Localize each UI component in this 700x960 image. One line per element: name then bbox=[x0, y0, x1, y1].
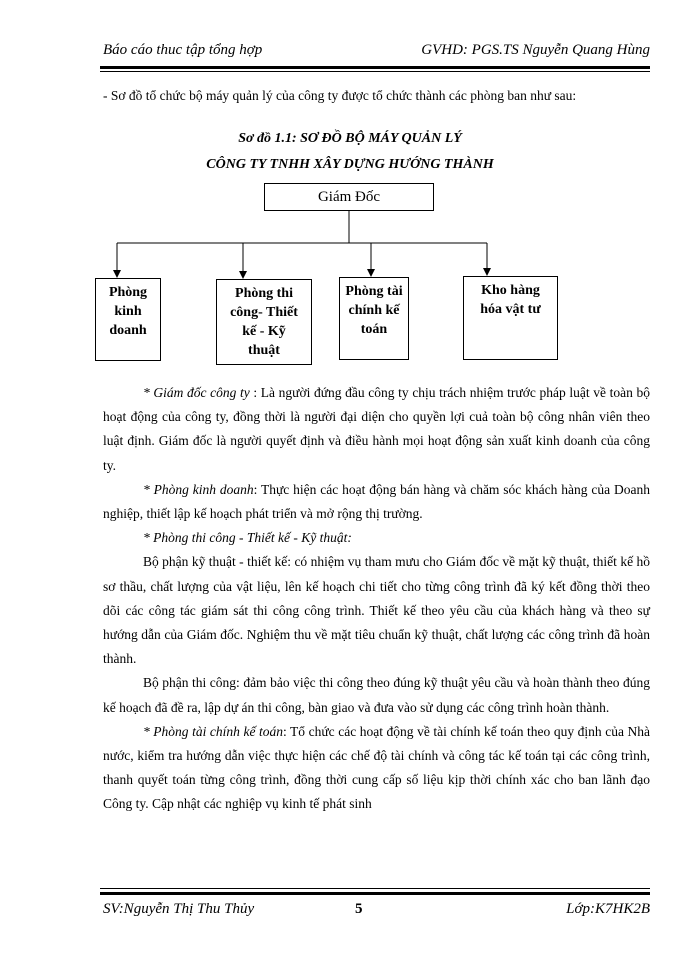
org-box-line: doanh bbox=[109, 323, 147, 338]
org-box-line: kế - Kỹ bbox=[242, 324, 286, 339]
org-box-warehouse bbox=[463, 276, 558, 360]
header-left-text: Báo cáo thuc tập tổng hợp bbox=[103, 42, 263, 58]
org-box-line: Phòng thi bbox=[235, 286, 293, 301]
header-right-text: GVHD: PGS.TS Nguyễn Quang Hùng bbox=[421, 42, 650, 58]
paragraph-label: * Phòng tài chính kế toán bbox=[143, 723, 283, 739]
paragraph-label: * Giám đốc công ty bbox=[143, 385, 250, 400]
arrow-head-2 bbox=[239, 271, 247, 279]
paragraph-sales bbox=[103, 478, 650, 526]
org-box-line: kinh bbox=[114, 304, 142, 319]
footer-student: SV:Nguyễn Thị Thu Thủy bbox=[103, 901, 255, 917]
org-box-director bbox=[264, 183, 434, 211]
intro-paragraph: - Sơ đồ tổ chức bộ máy quản lý của công ty được tổ chức thành các phòng ban như sau: bbox=[103, 88, 577, 103]
org-box-line: thuật bbox=[248, 343, 280, 358]
paragraph-text: : Thực hiện các hoạt động bán hàng và chăm sóc khách hàng của Doanh nghiệp, thiết lập kế hoạch phát triển và mở rộng thị trường. bbox=[103, 481, 650, 522]
org-box-line: công- Thiết bbox=[230, 305, 298, 320]
paragraph-text: : Là người đứng đầu công ty chịu trách nhiệm trước pháp luật về toàn bộ hoạt động của công ty, đồng thời là người đại diện cho quyền lợi cuả toàn bộ công nhân viên theo luật định. Giám đốc là người quyết định và điều hành mọi hoạt động sản xuất kinh doanh của công ty. bbox=[103, 385, 650, 473]
paragraph-director bbox=[103, 381, 650, 478]
arrow-head-1 bbox=[113, 270, 121, 278]
page-header bbox=[103, 40, 650, 66]
paragraph-finance bbox=[103, 720, 650, 817]
org-box-line: Phòng tài bbox=[345, 284, 403, 299]
paragraph-label: * Phòng thi công - Thiết kế - Kỹ thuật: bbox=[143, 530, 352, 546]
org-box-line: Kho hàng bbox=[481, 283, 540, 298]
paragraph-text: : Tổ chức các hoạt động về tài chính kế toán theo quy định của Nhà nước, kiểm tra hướng dẫn việc thực hiện các chế độ tài chính và công tác kế toán tại các công trình, thanh quyết toán từng công trình, đồng thời cung cấp số liệu kịp thời chính xác cho ban lãnh đạo Công ty. Cập nhật các nghiệp vụ kinh tế phát sinh bbox=[103, 723, 650, 812]
page-number: 5 bbox=[355, 901, 363, 917]
paragraph-technical: Bộ phận kỹ thuật - thiết kế: có nhiệm vụ tham mưu cho Giám đốc về mặt kỹ thuật, thiết kế hồ sơ thầu, chất lượng của vật liệu, lên kế hoạch chi tiết cho từng công trình đã ký kết đồng thời theo dõi các công tác giám sát thi công công trình. Thiết kế theo yêu cầu của khách hàng và theo sự hướng dẫn của Giám đốc. Nghiệm thu về mặt tiêu chuẩn kỹ thuật, chất lượng các công trình đã hoàn thành. bbox=[103, 554, 650, 667]
paragraph-label: * Phòng kinh doanh bbox=[143, 481, 254, 497]
footer-rule-thin bbox=[100, 888, 650, 889]
arrow-head-4 bbox=[483, 268, 491, 276]
org-box-line: chính kế bbox=[348, 303, 400, 318]
org-box-line: toán bbox=[360, 322, 388, 337]
org-box-sales bbox=[95, 278, 161, 361]
diagram-title-line1: Sơ đồ 1.1: SƠ ĐỒ BỘ MÁY QUẢN LÝ bbox=[238, 131, 462, 146]
arrow-head-3 bbox=[367, 269, 375, 277]
org-box-line: hóa vật tư bbox=[480, 302, 541, 317]
page-footer bbox=[103, 901, 650, 925]
org-box-finance bbox=[339, 277, 409, 360]
footer-class: Lớp:K7HK2B bbox=[566, 901, 650, 917]
org-box-line: Phòng bbox=[108, 285, 148, 300]
body-text bbox=[103, 381, 650, 817]
org-box-construction bbox=[216, 279, 312, 365]
header-rule-thick bbox=[100, 66, 650, 69]
org-box-director-label: Giám Đốc bbox=[317, 189, 381, 205]
paragraph-construction-heading bbox=[103, 526, 650, 550]
header-rule-thin bbox=[100, 71, 650, 72]
diagram-title-line2: CÔNG TY TNHH XÂY DỰNG HƯỚNG THÀNH bbox=[206, 157, 494, 172]
paragraph-construction: Bộ phận thi công: đảm bảo việc thi công theo đúng kỹ thuật yêu cầu và hoàn thành theo đúng kế hoạch đã đề ra, lập dự án thi công, bàn giao và đưa vào sử dụng các công trình hoàn thành. bbox=[103, 675, 650, 715]
footer-rule-thick bbox=[100, 892, 650, 895]
